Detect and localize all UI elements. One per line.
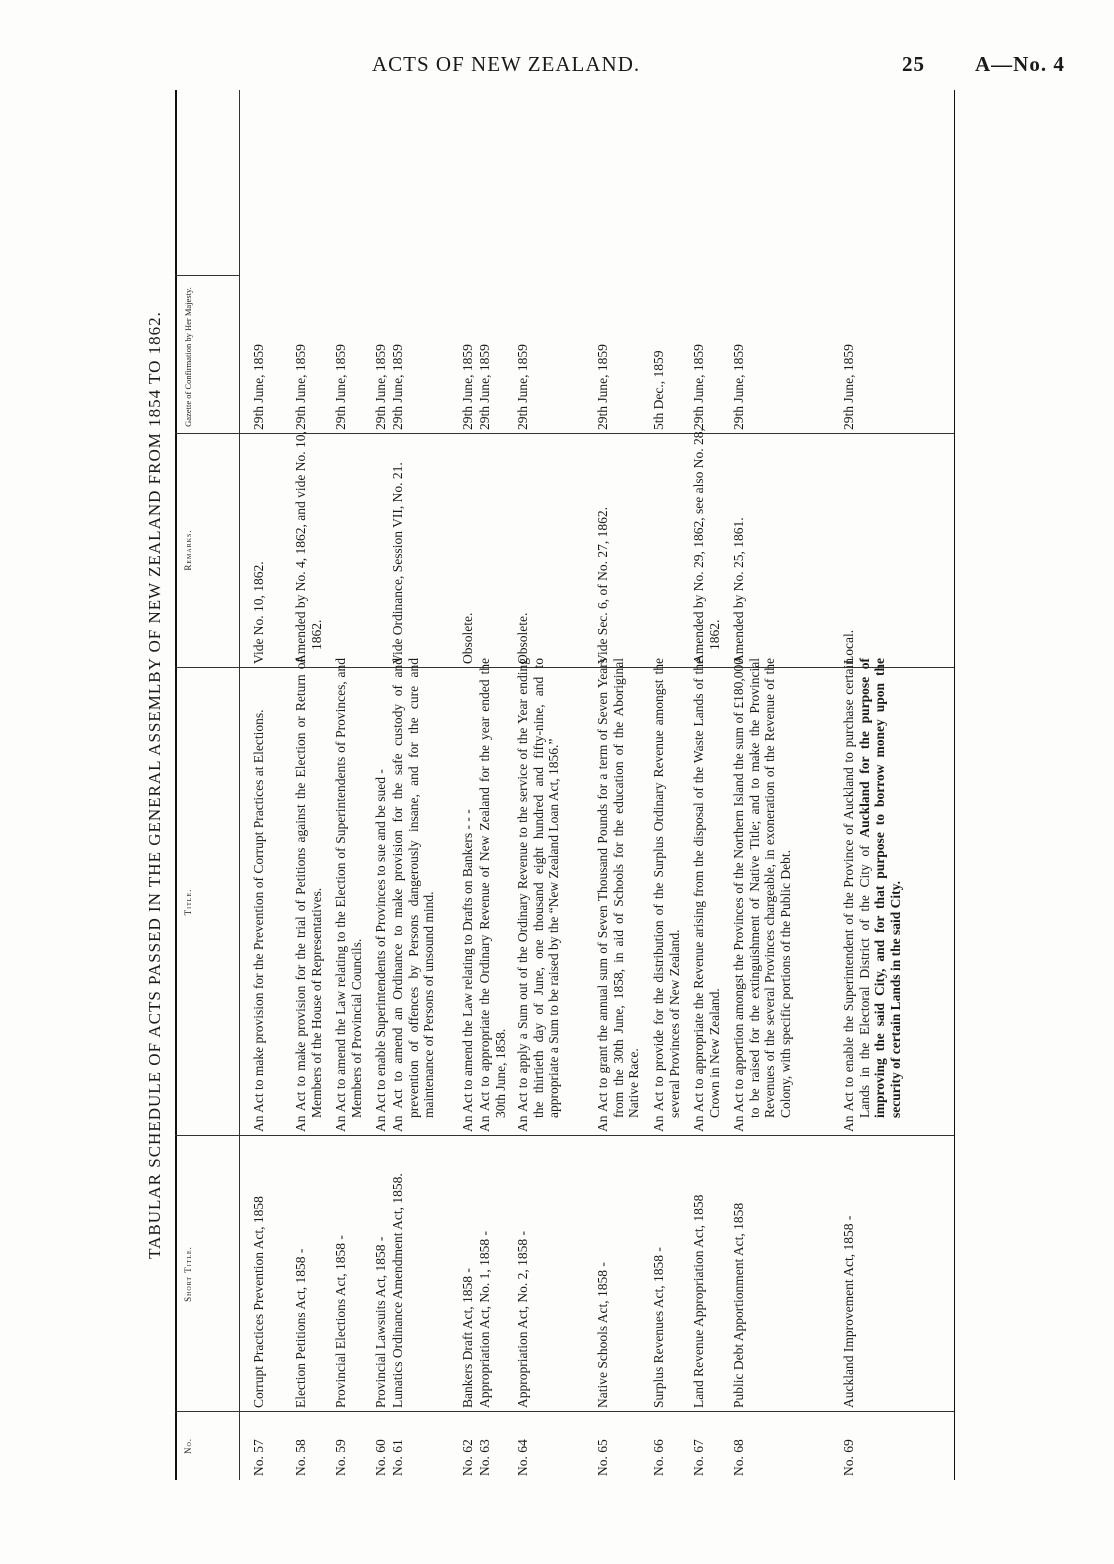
row-short-title: Provincial Elections Act, 1858 - <box>333 1235 348 1408</box>
row-number: No. 57 <box>251 1439 266 1476</box>
row-gazette: 29th June, 1859 <box>731 344 746 430</box>
row-gazette: 29th June, 1859 <box>373 344 388 430</box>
row-number: No. 66 <box>651 1439 666 1476</box>
row-title-bold-part: Auckland for the purpose of improving the said City, and for that purpose to borrow money upon the security of certain Lands in the said City. <box>856 658 903 1118</box>
document-reference: A—No. 4 <box>975 52 1065 76</box>
row-title <box>841 658 903 1132</box>
row-title: An Act to provide for the distribution of the Surplus Ordinary Revenue amongst the several Provinces of New Zealand. <box>651 658 682 1132</box>
col-header-gazette: Gazette of Confirmation by Her Majesty. <box>183 287 193 427</box>
col-header-remarks: Remarks. <box>183 529 193 571</box>
row-title: An Act to apply a Sum out of the Ordinary Revenue to the service of the Year ending the thirtieth day of June, one thousand eight hundred and fifty-nine, and to appropriate a Sum to be raised by the “New Zealand Loan Act, 1856.” <box>515 658 561 1132</box>
row-gazette: 29th June, 1859 <box>691 344 706 430</box>
row-gazette: 29th June, 1859 <box>515 344 530 430</box>
row-short-title: Bankers Draft Act, 1858 - <box>460 1268 475 1408</box>
row-short-title: Land Revenue Appropriation Act, 1858 <box>691 1194 706 1408</box>
row-short-title: Provincial Lawsuits Act, 1858 - <box>373 1236 388 1408</box>
row-short-title: Corrupt Practices Prevention Act, 1858 <box>251 1196 266 1408</box>
row-short-title: Auckland Improvement Act, 1858 - <box>841 1215 856 1408</box>
row-title: An Act to amend the Law relating to Drafts on Bankers - - - <box>460 809 475 1132</box>
col-header-title: Title. <box>183 888 193 916</box>
row-number: No. 69 <box>841 1439 856 1476</box>
row-gazette: 29th June, 1859 <box>477 344 492 430</box>
row-number: No. 68 <box>731 1439 746 1476</box>
column-divider <box>175 1411 955 1412</box>
row-remarks: Obsolete. <box>460 612 475 664</box>
row-gazette: 5th Dec., 1859 <box>651 350 666 430</box>
row-remarks: Amended by No. 25, 1861. <box>731 517 746 664</box>
row-remarks: Vide No. 10, 1862. <box>251 561 266 664</box>
row-title-part: An Act to enable the Superintendent of the Province of Auckland to purchase certain Lands in the Electoral District of the City of <box>841 658 872 1132</box>
row-remarks: Amended by No. 4, 1862, and vide No. 10, 1862. <box>293 431 324 664</box>
row-remarks: Vide Sec. 6, of No. 27, 1862. <box>595 506 610 664</box>
row-title: An Act to make provision for the Prevention of Corrupt Practices at Elections. <box>251 709 266 1132</box>
column-divider <box>175 667 955 668</box>
row-short-title: Native Schools Act, 1858 - <box>595 1262 610 1408</box>
row-number: No. 62 <box>460 1439 475 1476</box>
row-gazette: 29th June, 1859 <box>595 344 610 430</box>
row-short-title: Lunatics Ordinance Amendment Act, 1858. <box>390 1173 405 1408</box>
row-gazette: 29th June, 1859 <box>390 344 405 430</box>
row-title: An Act to grant the annual sum of Seven Thousand Pounds for a term of Seven Years from the 30th June, 1858, in aid of Schools for the education of the Aboriginal Native Race. <box>595 658 641 1132</box>
row-number: No. 61 <box>390 1439 405 1476</box>
row-number: No. 67 <box>691 1439 706 1476</box>
row-number: No. 63 <box>477 1439 492 1476</box>
row-title: An Act to apportion amongst the Provinces of the Northern Island the sum of £180,000 to be raised for the extinguishment of Native Title; and to make the Provincial Revenues of the several Provinces chargeable, in exoneration of the Revenue of the Colony, with specific portions of the Public Debt. <box>731 658 793 1132</box>
row-short-title: Public Debt Apportionment Act, 1858 <box>731 1202 746 1408</box>
row-number: No. 65 <box>595 1439 610 1476</box>
rotated-schedule <box>145 80 1070 1480</box>
column-divider <box>175 433 955 434</box>
row-remarks: Obsolete. <box>515 612 530 664</box>
col-header-short-title: Short Title. <box>183 1246 193 1302</box>
row-remarks: Local. <box>841 629 856 664</box>
row-title: An Act to make provision for the trial of Petitions against the Election or Return of Members of the House of Representatives. <box>293 658 324 1132</box>
running-title: ACTS OF NEW ZEALAND. <box>372 52 641 76</box>
row-remarks: Amended by No. 29, 1862, see also No. 28, 1862. <box>691 428 722 664</box>
column-divider <box>175 275 239 276</box>
row-short-title: Surplus Revenues Act, 1858 - <box>651 1247 666 1408</box>
table-title: TABULAR SCHEDULE OF ACTS PASSED IN THE GENERAL ASSEMLBY OF NEW ZEALAND FROM 1854 TO 1862. <box>145 311 164 1259</box>
row-gazette: 29th June, 1859 <box>841 344 856 430</box>
row-gazette: 29th June, 1859 <box>293 344 308 430</box>
row-remarks: Vide Ordinance, Session VII, No. 21. <box>390 462 405 664</box>
row-title: An Act to enable Superintendents of Provinces to sue and be sued - <box>373 769 388 1132</box>
row-short-title: Election Petitions Act, 1858 - <box>293 1248 308 1408</box>
row-short-title: Appropriation Act, No. 2, 1858 - <box>515 1231 530 1408</box>
row-number: No. 59 <box>333 1439 348 1476</box>
column-divider <box>175 1135 955 1136</box>
row-short-title: Appropriation Act, No. 1, 1858 - <box>477 1231 492 1408</box>
row-gazette: 29th June, 1859 <box>251 344 266 430</box>
header-rule <box>239 90 240 1480</box>
page-number: 25 <box>902 52 925 76</box>
row-gazette: 29th June, 1859 <box>460 344 475 430</box>
row-title: An Act to amend the Law relating to the Election of Superintendents of Provinces, and Members of Provincial Councils. <box>333 658 364 1132</box>
row-title: An Act to appropriate the Revenue arising from the disposal of the Waste Lands of the Crown in New Zealand. <box>691 658 722 1132</box>
row-number: No. 64 <box>515 1439 530 1476</box>
row-gazette: 29th June, 1859 <box>333 344 348 430</box>
col-header-no: No. <box>183 1437 193 1455</box>
row-title: An Act to amend an Ordinance to make provision for the safe custody of and prevention of offences by Persons dangerously insane, and for the cure and maintenance of Persons of unsound mind. <box>390 658 436 1132</box>
row-number: No. 60 <box>373 1439 388 1476</box>
row-number: No. 58 <box>293 1439 308 1476</box>
row-title: An Act to appropriate the Ordinary Revenue of New Zealand for the year ended the 30th June, 1858. <box>477 658 508 1132</box>
schedule-table <box>175 90 955 1480</box>
